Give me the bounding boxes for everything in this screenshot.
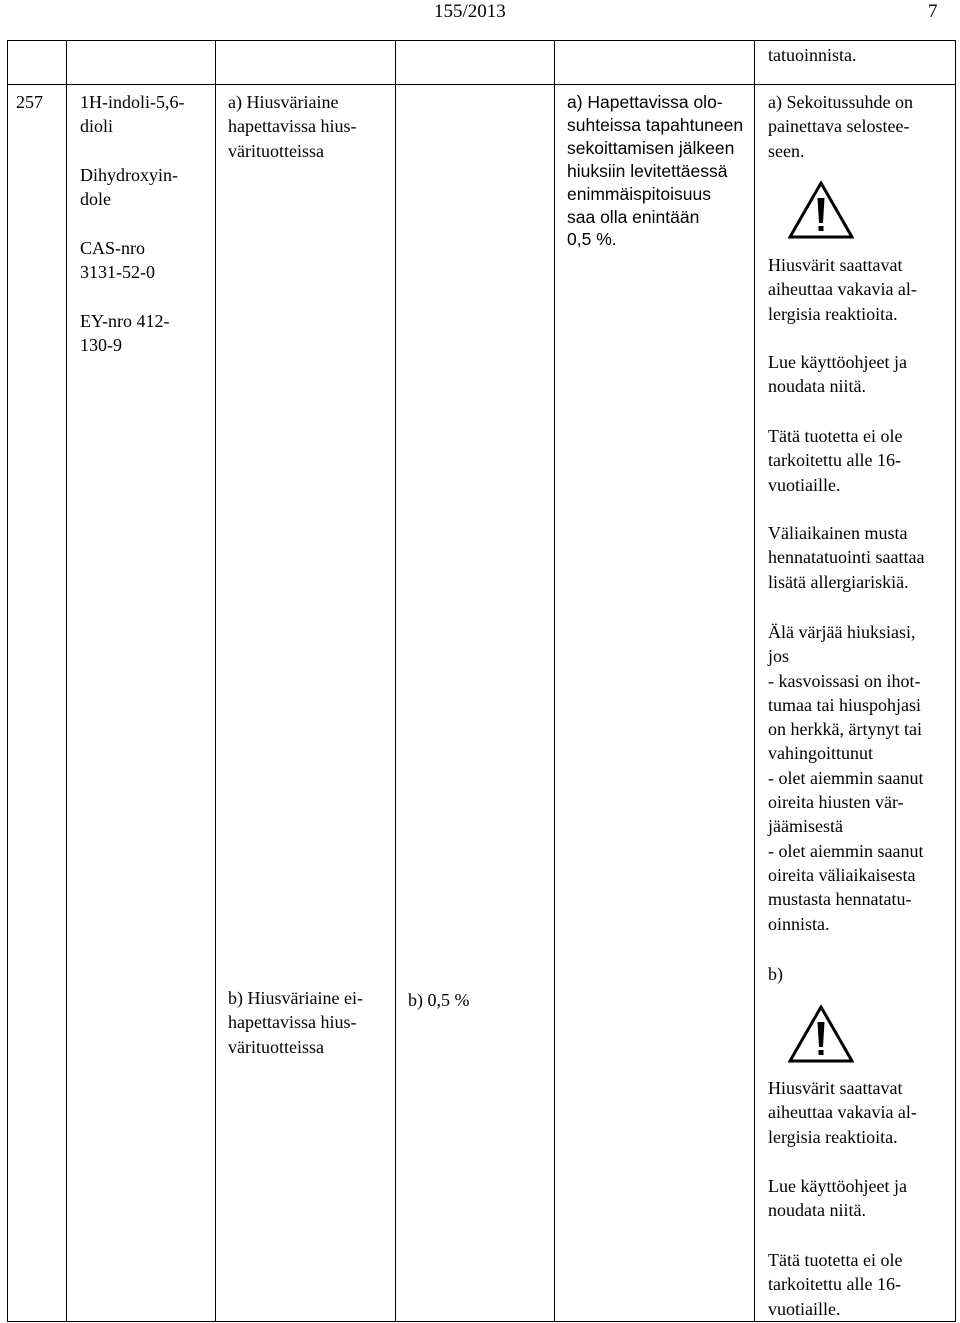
product-type-b: b) Hiusväriaine ei- hapettavissa hius- värituotteissa [228,988,363,1057]
warning-a-henna: Väliaikainen musta hennatatuointi saattaa lisätä allergiariskiä. [768,523,925,592]
warning-a-intro: a) Sekoitussuhde on painettava selostee- seen. [768,92,913,161]
document-number: 155/2013 [434,1,506,22]
exclamation-triangle-icon [788,1005,854,1063]
warning-a-do-not-dye: Älä värjää hiuksiasi, jos - kasvoissasi on ihot- tumaa tai hiuspohjasi on herkkä, ärtynyt tai vahingoittunut - olet aiemmin saanut oireita hiusten vär- jäämisestä - olet aiemmin saanut oireita väliaikaisesta mustasta hennatatu- oinnista. [768,622,924,934]
warning-b-age-limit: Tätä tuotetta ei ole tarkoitettu alle 16- vuotiaille. [768,1250,903,1319]
warning-a-age-limit: Tätä tuotetta ei ole tarkoitettu alle 16- vuotiaille. [768,426,903,495]
warning-a-read-instructions: Lue käyttöohjeet ja noudata niitä. [768,352,907,397]
column-divider [215,40,216,1322]
exclamation-triangle-icon [788,181,854,239]
row-divider [7,84,956,85]
conditions-a: a) Hapettavissa olo- suhteissa tapahtuneen sekoittamisen jälkeen hiuksiin levitettäessä enimmäispitoisuus saa olla enintään 0,5 %. [567,92,744,250]
column-divider [66,40,67,1322]
column-divider [395,40,396,1322]
substance-name: 1H-indoli-5,6- dioli Dihydroxyin- dole CAS-nro 3131-52-0 EY-nro 412- 130-9 [80,92,185,355]
warning-a-allergy: Hiusvärit saattavat aiheuttaa vakavia al- lergisia reaktioita. [768,255,917,324]
warning-b-allergy: Hiusvärit saattavat aiheuttaa vakavia al- lergisia reaktioita. [768,1078,917,1147]
max-concentration-b: b) 0,5 % [408,990,470,1010]
page-number: 7 [928,1,938,22]
warning-b-intro: b) [768,964,783,984]
warning-carryover: tatuoinnista. [768,45,857,65]
warning-b-read-instructions: Lue käyttöohjeet ja noudata niitä. [768,1176,907,1221]
column-divider [7,40,8,1322]
product-type-a: a) Hiusväriaine hapettavissa hius- värituotteissa [228,92,357,161]
ref-number: 257 [16,92,43,112]
column-divider [554,40,555,1322]
column-divider [754,40,755,1322]
column-divider [955,40,956,1322]
table-top-border [7,40,956,41]
table-bottom-border [7,1321,956,1322]
